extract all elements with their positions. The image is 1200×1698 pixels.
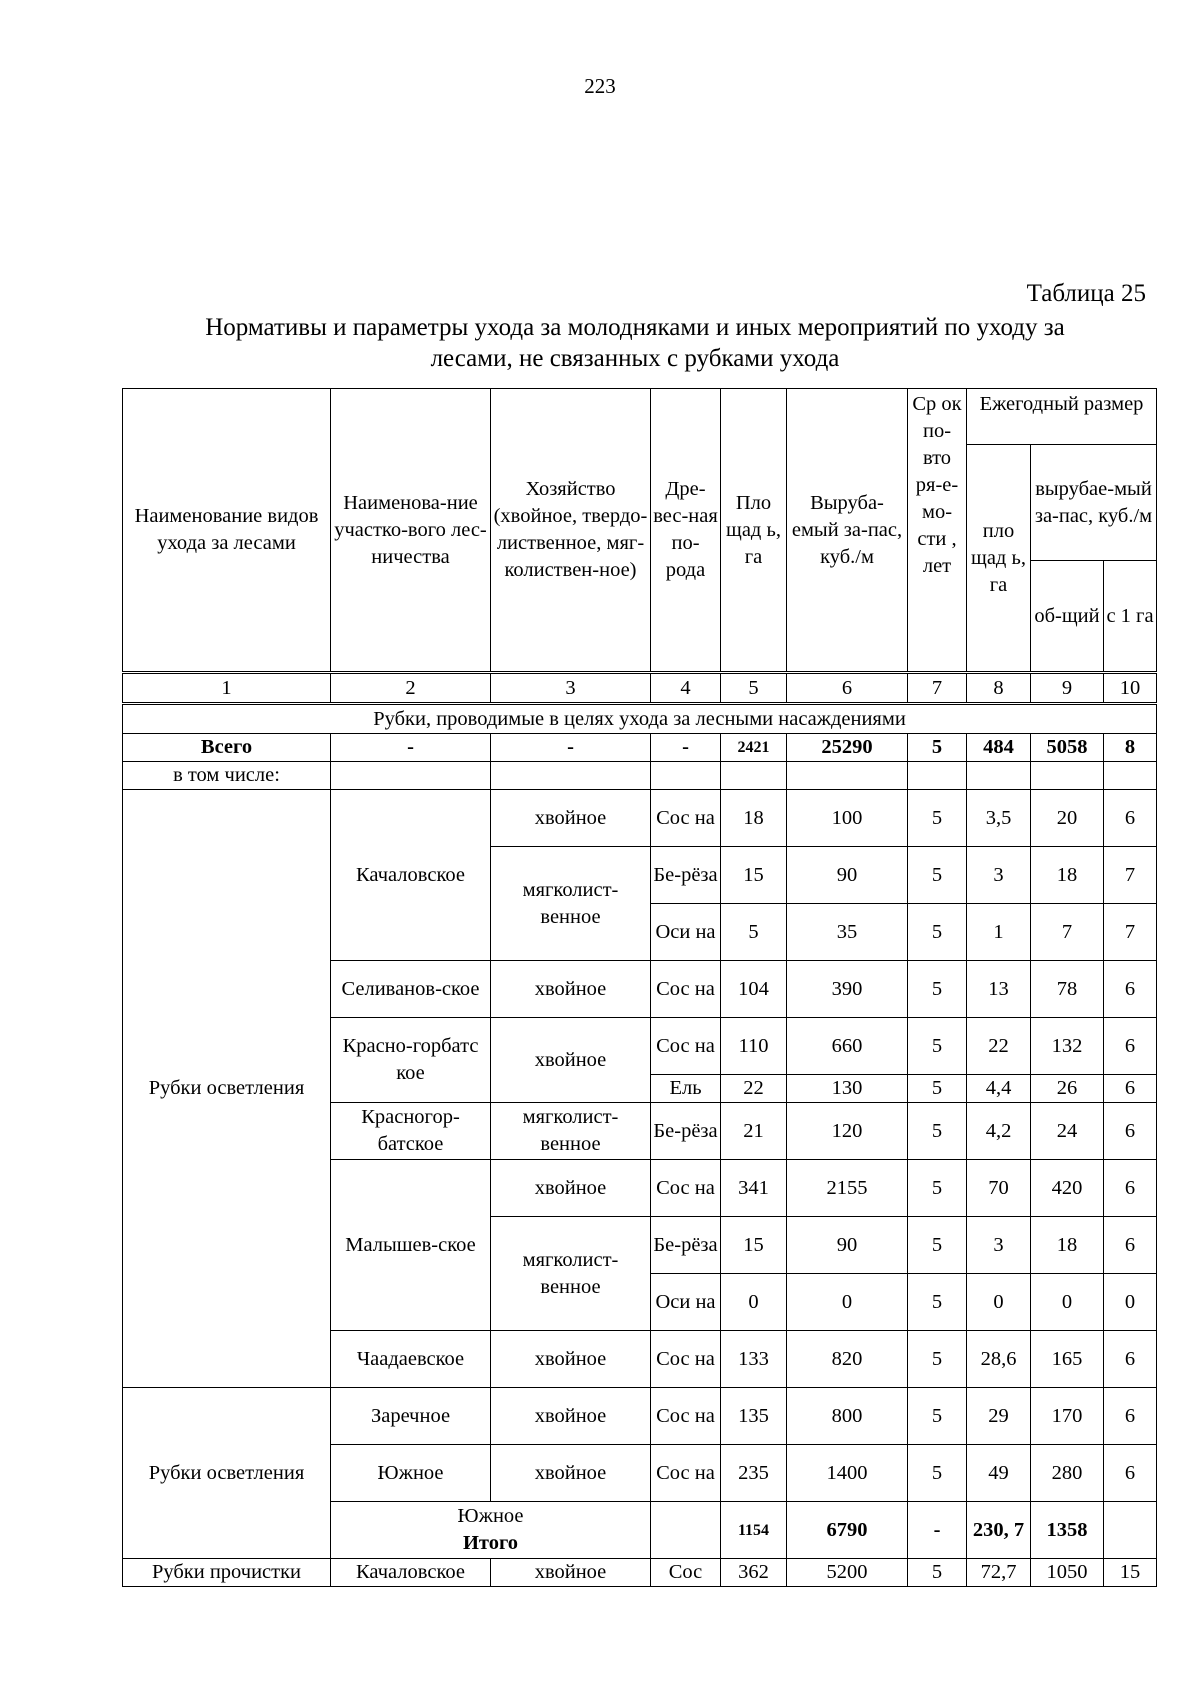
total-cell: - bbox=[651, 734, 721, 762]
value-cell: 280 bbox=[1031, 1445, 1104, 1502]
value-cell: 6 bbox=[1104, 1103, 1157, 1160]
value-cell: 24 bbox=[1031, 1103, 1104, 1160]
section-title: Рубки, проводимые в целях ухода за лесными насаждениями bbox=[123, 704, 1157, 734]
species-cell: Оси на bbox=[651, 904, 721, 961]
header-cut-volume: вырубае-мый за-пас, куб./м bbox=[1031, 445, 1157, 561]
empty-cell bbox=[651, 1502, 721, 1559]
subtotal-cell: 230, 7 bbox=[967, 1502, 1031, 1559]
value-cell: 120 bbox=[787, 1103, 908, 1160]
value-cell: 29 bbox=[967, 1388, 1031, 1445]
value-cell: 5 bbox=[908, 904, 967, 961]
species-cell: Сос на bbox=[651, 1160, 721, 1217]
unit-cell: Чаадаевское bbox=[331, 1331, 491, 1388]
total-cell: 2421 bbox=[721, 734, 787, 762]
value-cell: 28,6 bbox=[967, 1331, 1031, 1388]
value-cell: 5 bbox=[908, 1103, 967, 1160]
subtotal-label-cell bbox=[331, 1502, 651, 1559]
total-cell: 8 bbox=[1104, 734, 1157, 762]
value-cell: 2155 bbox=[787, 1160, 908, 1217]
value-cell: 18 bbox=[1031, 847, 1104, 904]
value-cell: 6 bbox=[1104, 961, 1157, 1018]
value-cell: 90 bbox=[787, 1217, 908, 1274]
value-cell: 800 bbox=[787, 1388, 908, 1445]
header-c4: Дре-вес-ная по-рода bbox=[651, 389, 721, 673]
value-cell: 5 bbox=[908, 1018, 967, 1075]
value-cell: 21 bbox=[721, 1103, 787, 1160]
value-cell: 820 bbox=[787, 1331, 908, 1388]
value-cell: 78 bbox=[1031, 961, 1104, 1018]
hoz-cell: хвойное bbox=[491, 1445, 651, 1502]
header-c5: Пло щад ь, га bbox=[721, 389, 787, 673]
header-c10: с 1 га bbox=[1104, 561, 1157, 673]
value-cell: 420 bbox=[1031, 1160, 1104, 1217]
value-cell: 20 bbox=[1031, 790, 1104, 847]
care-type-group-1: Рубки осветления bbox=[123, 790, 331, 1388]
header-c2: Наименова-ние участко-вого лес-ничества bbox=[331, 389, 491, 673]
species-cell: Сос на bbox=[651, 1388, 721, 1445]
header-c6: Выруба-емый за-пас, куб./м bbox=[787, 389, 908, 673]
value-cell: 6 bbox=[1104, 1018, 1157, 1075]
value-cell: 132 bbox=[1031, 1018, 1104, 1075]
value-cell: 5 bbox=[908, 1274, 967, 1331]
species-cell: Сос на bbox=[651, 1445, 721, 1502]
value-cell: 0 bbox=[1031, 1274, 1104, 1331]
header-c8: пло щад ь, га bbox=[967, 445, 1031, 673]
value-cell: 15 bbox=[721, 847, 787, 904]
value-cell: 5 bbox=[908, 1160, 967, 1217]
subtotal-label: Итого bbox=[462, 1532, 519, 1554]
value-cell: 0 bbox=[967, 1274, 1031, 1331]
page-number: 223 bbox=[584, 74, 616, 98]
species-cell: Сос на bbox=[651, 1331, 721, 1388]
species-cell: Бе-рёза bbox=[651, 1103, 721, 1160]
unit-cell: Красно-горбатс кое bbox=[331, 1018, 491, 1103]
species-cell: Бе-рёза bbox=[651, 847, 721, 904]
col-number: 1 bbox=[123, 673, 331, 704]
caption-line-2: лесами, не связанных с рубками ухода bbox=[430, 345, 840, 372]
value-cell: 72,7 bbox=[967, 1559, 1031, 1587]
value-cell: 6 bbox=[1104, 1331, 1157, 1388]
value-cell: 90 bbox=[787, 847, 908, 904]
unit-kachalovskoe: Качаловское bbox=[331, 790, 491, 961]
hoz-cell: хвойное bbox=[491, 961, 651, 1018]
col-number: 2 bbox=[331, 673, 491, 704]
value-cell: 341 bbox=[721, 1160, 787, 1217]
species-cell: Бе-рёза bbox=[651, 1217, 721, 1274]
value-cell: 100 bbox=[787, 790, 908, 847]
value-cell: 18 bbox=[721, 790, 787, 847]
value-cell: 26 bbox=[1031, 1075, 1104, 1103]
value-cell: 5 bbox=[908, 1075, 967, 1103]
col-number: 7 bbox=[908, 673, 967, 704]
value-cell: 5 bbox=[908, 847, 967, 904]
value-cell: 4,4 bbox=[967, 1075, 1031, 1103]
value-cell: 6 bbox=[1104, 1445, 1157, 1502]
table-label: Таблица 25 bbox=[1026, 280, 1146, 307]
subtotal-name: Южное bbox=[457, 1505, 524, 1527]
unit-cell: Малышев-ское bbox=[331, 1160, 491, 1331]
unit-cell: Красногор-батское bbox=[331, 1103, 491, 1160]
value-cell: 362 bbox=[721, 1559, 787, 1587]
subtotal-cell: 1358 bbox=[1031, 1502, 1104, 1559]
value-cell: 104 bbox=[721, 961, 787, 1018]
caption-line-1: Нормативы и параметры ухода за молодняками и иных мероприятий по уходу за bbox=[205, 314, 1065, 341]
value-cell: 7 bbox=[1104, 847, 1157, 904]
value-cell: 1050 bbox=[1031, 1559, 1104, 1587]
value-cell: 660 bbox=[787, 1018, 908, 1075]
species-cell: Ель bbox=[651, 1075, 721, 1103]
value-cell: 135 bbox=[721, 1388, 787, 1445]
value-cell: 15 bbox=[1104, 1559, 1157, 1587]
hoz-cell: хвойное bbox=[491, 1559, 651, 1587]
table-caption bbox=[120, 312, 1150, 374]
hoz-cell: мягколист-венное bbox=[491, 1217, 651, 1331]
value-cell: 70 bbox=[967, 1160, 1031, 1217]
total-cell: 25290 bbox=[787, 734, 908, 762]
hoz-cell: хвойное bbox=[491, 790, 651, 847]
value-cell: 7 bbox=[1031, 904, 1104, 961]
value-cell: 5 bbox=[908, 1217, 967, 1274]
value-cell: 130 bbox=[787, 1075, 908, 1103]
col-number: 6 bbox=[787, 673, 908, 704]
total-cell: - bbox=[331, 734, 491, 762]
total-cell: 484 bbox=[967, 734, 1031, 762]
value-cell: 0 bbox=[787, 1274, 908, 1331]
species-cell: Сос на bbox=[651, 961, 721, 1018]
value-cell: 5 bbox=[908, 1559, 967, 1587]
header-c1: Наименование видов ухода за лесами bbox=[123, 389, 331, 673]
value-cell: 5 bbox=[908, 790, 967, 847]
value-cell: 4,2 bbox=[967, 1103, 1031, 1160]
species-cell: Сос bbox=[651, 1559, 721, 1587]
subtotal-cell: 1154 bbox=[721, 1502, 787, 1559]
value-cell: 5200 bbox=[787, 1559, 908, 1587]
unit-cell: Южное bbox=[331, 1445, 491, 1502]
value-cell: 6 bbox=[1104, 1160, 1157, 1217]
value-cell: 165 bbox=[1031, 1331, 1104, 1388]
value-cell: 22 bbox=[721, 1075, 787, 1103]
species-cell: Сос на bbox=[651, 1018, 721, 1075]
care-type-cell: Рубки прочистки bbox=[123, 1559, 331, 1587]
value-cell: 5 bbox=[908, 1331, 967, 1388]
value-cell: 18 bbox=[1031, 1217, 1104, 1274]
subtotal-cell: 6790 bbox=[787, 1502, 908, 1559]
total-label: Всего bbox=[123, 734, 331, 762]
value-cell: 390 bbox=[787, 961, 908, 1018]
hoz-cell: хвойное bbox=[491, 1018, 651, 1103]
header-annual: Ежегодный размер bbox=[967, 389, 1157, 445]
total-cell: 5058 bbox=[1031, 734, 1104, 762]
total-cell: - bbox=[491, 734, 651, 762]
col-number: 4 bbox=[651, 673, 721, 704]
unit-cell: Заречное bbox=[331, 1388, 491, 1445]
value-cell: 133 bbox=[721, 1331, 787, 1388]
col-number: 8 bbox=[967, 673, 1031, 704]
header-c7: Ср ок по-вто ря-е-мо-сти , лет bbox=[908, 389, 967, 673]
value-cell: 15 bbox=[721, 1217, 787, 1274]
value-cell: 1400 bbox=[787, 1445, 908, 1502]
hoz-cell: хвойное bbox=[491, 1160, 651, 1217]
value-cell: 5 bbox=[721, 904, 787, 961]
unit-cell: Качаловское bbox=[331, 1559, 491, 1587]
value-cell: 35 bbox=[787, 904, 908, 961]
value-cell: 22 bbox=[967, 1018, 1031, 1075]
value-cell: 49 bbox=[967, 1445, 1031, 1502]
value-cell: 6 bbox=[1104, 1075, 1157, 1103]
value-cell: 235 bbox=[721, 1445, 787, 1502]
species-cell: Оси на bbox=[651, 1274, 721, 1331]
unit-cell: Селиванов-ское bbox=[331, 961, 491, 1018]
value-cell: 0 bbox=[1104, 1274, 1157, 1331]
value-cell: 6 bbox=[1104, 1217, 1157, 1274]
value-cell: 6 bbox=[1104, 790, 1157, 847]
hoz-cell: мягколист-венное bbox=[491, 847, 651, 961]
value-cell: 13 bbox=[967, 961, 1031, 1018]
header-c3: Хозяйство (хвойное, твердо-лиственное, мяг-колиствен-ное) bbox=[491, 389, 651, 673]
hoz-cell: хвойное bbox=[491, 1388, 651, 1445]
col-number: 3 bbox=[491, 673, 651, 704]
subtotal-cell: - bbox=[908, 1502, 967, 1559]
value-cell: 3 bbox=[967, 847, 1031, 904]
header-c9: об-щий bbox=[1031, 561, 1104, 673]
value-cell: 7 bbox=[1104, 904, 1157, 961]
species-cell: Сос на bbox=[651, 790, 721, 847]
value-cell: 5 bbox=[908, 1388, 967, 1445]
hoz-cell: хвойное bbox=[491, 1331, 651, 1388]
value-cell: 6 bbox=[1104, 1388, 1157, 1445]
subtotal-cell bbox=[1104, 1502, 1157, 1559]
value-cell: 110 bbox=[721, 1018, 787, 1075]
col-number: 9 bbox=[1031, 673, 1104, 704]
value-cell: 3 bbox=[967, 1217, 1031, 1274]
value-cell: 5 bbox=[908, 961, 967, 1018]
value-cell: 0 bbox=[721, 1274, 787, 1331]
including-label: в том числе: bbox=[123, 762, 331, 790]
hoz-cell: мягколист-венное bbox=[491, 1103, 651, 1160]
care-type-group-2: Рубки осветления bbox=[123, 1388, 331, 1559]
col-number: 5 bbox=[721, 673, 787, 704]
value-cell: 5 bbox=[908, 1445, 967, 1502]
col-number: 10 bbox=[1104, 673, 1157, 704]
value-cell: 1 bbox=[967, 904, 1031, 961]
forest-care-table bbox=[122, 388, 1157, 1587]
value-cell: 3,5 bbox=[967, 790, 1031, 847]
total-cell: 5 bbox=[908, 734, 967, 762]
value-cell: 170 bbox=[1031, 1388, 1104, 1445]
